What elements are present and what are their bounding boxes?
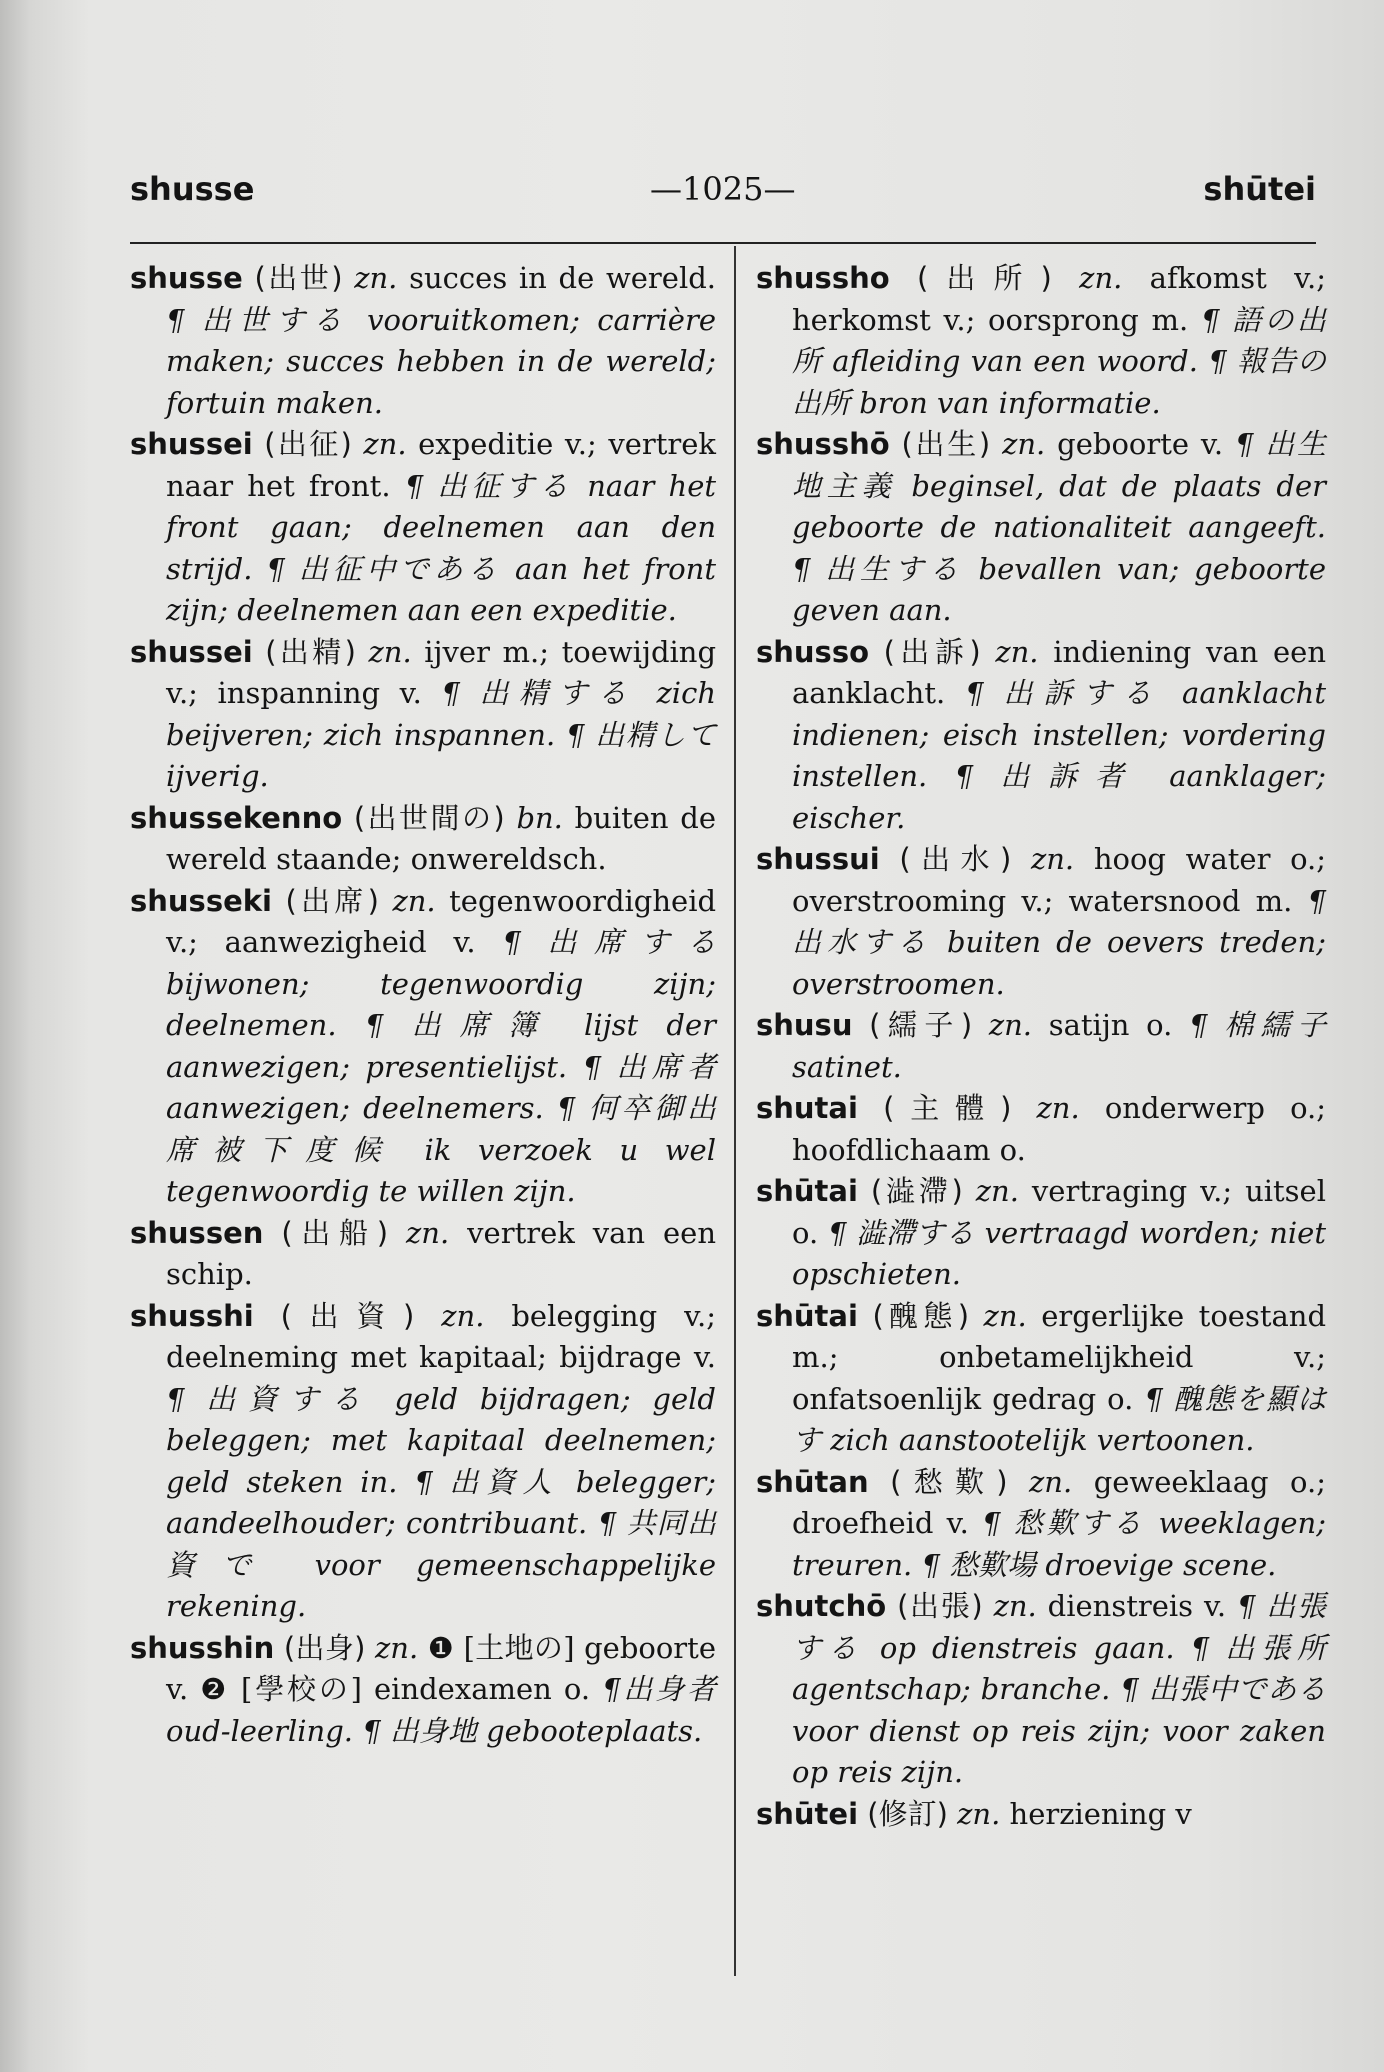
page-number: —1025— [650,170,796,208]
examples: ¶ 出生地主義 beginsel, dat de plaats der geboorte de nationaliteit aangeeft. ¶ 出生する bevallen van; geboorte geven aan. [792,427,1326,627]
definition: ❶ [土地の] geboorte v. ❷ [學校の] eindexamen o. [166,1630,716,1706]
kanji: (愁歎) [890,1464,1008,1499]
kanji: (出所) [916,261,1052,295]
examples: ¶ 醜態を顯はす zich aanstootelijk vertoonen. [792,1381,1326,1457]
kanji: (出水) [899,842,1012,876]
definition: tegenwoordigheid v.; aanwezigheid v. [166,883,717,959]
examples: ¶ 出訴する aanklacht indienen; eisch instellen; vordering instellen. ¶ 出訴者 aanklager; eischer. [792,676,1327,835]
examples: ¶ 出精する zich beijveren; zich inspannen. ¶ 出精して ijverig. [166,676,716,793]
kanji: (出征) [264,427,352,461]
headword: shussei [130,427,253,461]
part-of-speech: zn. [995,634,1039,669]
dictionary-entry [756,1171,1326,1296]
dictionary-entry [756,258,1326,424]
kanji: (出生) [901,427,991,461]
part-of-speech: zn. [441,1298,485,1333]
column-divider [734,246,736,1976]
part-of-speech: zn. [983,1298,1027,1333]
dictionary-entry [130,798,716,881]
headword: shusshi [130,1298,254,1333]
headword: shusseki [130,883,272,918]
headword: shusso [756,634,869,669]
headword: shutchō [756,1589,887,1623]
dictionary-entry [756,1088,1326,1171]
part-of-speech: zn. [988,1008,1033,1042]
kanji: (繻子) [869,1008,973,1042]
dictionary-entry [756,1005,1326,1088]
dictionary-entry [756,1462,1326,1587]
dictionary-entry [130,881,716,1213]
headword: shūtei [756,1796,859,1831]
headword: shūtan [756,1464,869,1499]
kanji: (出訴) [883,634,981,669]
definition: dienstreis v. [1047,1589,1227,1623]
headword: shūtai [756,1298,858,1333]
kanji: (出資) [280,1298,415,1333]
kanji: (出席) [285,883,379,918]
dictionary-entry [756,1586,1326,1794]
kanji: (修訂) [867,1796,948,1831]
definition: belegging v.; deelneming met kapitaal; bijdrage v. [166,1298,716,1374]
dictionary-entry [130,1628,716,1753]
dictionary-entry [130,1213,716,1296]
dictionary-entry [756,1794,1326,1836]
dictionary-entry [756,632,1326,840]
dictionary-entry [756,424,1326,632]
examples: ¶ 語の出所 afleiding van een woord. ¶ 報告の出所 bron van informatie. [792,302,1327,420]
dictionary-entry [130,1296,716,1628]
part-of-speech: zn. [354,261,398,295]
headword: shussho [756,261,890,295]
examples: ¶ 出世する vooruitkomen; carrière maken; succes hebben in de wereld; fortuin maken. [166,302,716,420]
part-of-speech: zn. [993,1589,1037,1623]
kanji: (澁滯) [870,1174,963,1208]
dictionary-entry [130,258,716,424]
headword: shusshin [130,1630,275,1665]
definition: geweeklaag o.; droefheid v. [792,1464,1326,1540]
definition: satijn o. [1048,1008,1173,1042]
definition: succes in de wereld. [409,261,717,295]
kanji: (出船) [281,1215,389,1250]
header-rule [130,242,1316,244]
examples: ¶ 愁歎する weeklagen; treuren. ¶ 愁歎場 droevige scene. [792,1506,1326,1582]
definition: expeditie v.; vertrek naar het front. [166,427,716,503]
part-of-speech: zn. [406,1215,450,1250]
part-of-speech: zn. [375,1630,419,1665]
right-column [756,258,1326,1835]
part-of-speech: zn. [363,427,407,461]
dictionary-entry [130,424,716,632]
headword: shussekenno [130,800,343,835]
part-of-speech: zn. [957,1796,1001,1831]
definition: vertraging v.; uitsel o. [792,1174,1326,1250]
kanji: (出世間の) [353,800,505,835]
definition: buiten de wereld staande; onwereldsch. [166,800,717,876]
kanji: (主體) [883,1091,1012,1125]
part-of-speech: zn. [1030,842,1075,876]
headword: shusu [756,1008,853,1042]
dictionary-entry [130,632,716,798]
definition: onderwerp o.; hoofdlichaam o. [792,1091,1327,1167]
headword: shutai [756,1091,858,1125]
headword: shūtai [756,1174,858,1208]
headword: shusse [130,261,243,295]
examples: ¶ 出征する naar het front gaan; deelnemen aan den strijd. ¶ 出征中である aan het front zijn; deelnemen aan een expeditie. [166,468,717,627]
kanji: (出世) [254,261,343,295]
headword: shusshō [756,427,890,461]
left-column [130,258,716,1752]
examples: ¶ 棉繻子 satinet. [792,1008,1327,1084]
header-last-entry: shūtei [1203,170,1316,208]
part-of-speech: bn. [516,800,563,835]
headword: shussui [756,842,880,876]
definition: herziening v [1009,1796,1192,1831]
header-first-entry: shusse [130,170,255,208]
definition: ergerlijke toestand m.; onbetamelijkheid v.; onfatsoenlijk gedrag o. [792,1298,1327,1416]
definition: indiening van een aanklacht. [792,634,1327,710]
part-of-speech: zn. [1079,261,1123,295]
definition: geboorte v. [1057,427,1224,461]
kanji: (出張) [897,1589,983,1623]
dictionary-entry [756,1296,1326,1462]
part-of-speech: zn. [975,1174,1019,1208]
headword: shussen [130,1215,264,1250]
kanji: (醜態) [872,1298,970,1333]
definition: ijver m.; toewijding v.; inspanning v. [166,634,717,710]
kanji: (出身) [283,1630,366,1665]
examples: ¶ 澁滯する vertraagd worden; niet opschieten. [792,1215,1327,1291]
examples: ¶出身者 oud-leerling. ¶ 出身地 gebooteplaats. [166,1672,717,1748]
examples: ¶ 出席する bijwonen; tegenwoordig zijn; deelnemen. ¶ 出席簿 lijst der aanwezigen; presentielijst. ¶ 出席者 aanwezigen; deelnemers. ¶ 何卒御出席被下度候 ik verzoek u wel tegenwoordig te willen zijn. [166,925,716,1208]
part-of-speech: zn. [1036,1091,1080,1125]
part-of-speech: zn. [1029,1464,1073,1499]
part-of-speech: zn. [368,634,412,669]
dictionary-entry [756,839,1326,1005]
headword: shussei [130,634,253,669]
definition: afkomst v.; herkomst v.; oorsprong m. [792,261,1326,337]
part-of-speech: zn. [392,883,436,918]
definition: hoog water o.; overstrooming v.; watersnood m. [792,842,1327,918]
part-of-speech: zn. [1002,427,1046,461]
definition: vertrek van een schip. [166,1215,717,1291]
examples: ¶ 出資する geld bijdragen; geld beleggen; met kapitaal deelnemen; geld steken in. ¶ 出資人 belegger; aandeelhouder; contribuant. ¶ 共同出資で voor gemeenschappelijke rekening. [166,1381,716,1623]
examples: ¶ 出張する op dienstreis gaan. ¶ 出張所 agentschap; branche. ¶ 出張中である voor dienst op reis zijn; voor zaken op reis zijn. [792,1589,1327,1789]
page-header [130,170,1316,226]
examples: ¶ 出水する buiten de oevers treden; overstroomen. [792,883,1326,1001]
kanji: (出精) [265,634,356,669]
